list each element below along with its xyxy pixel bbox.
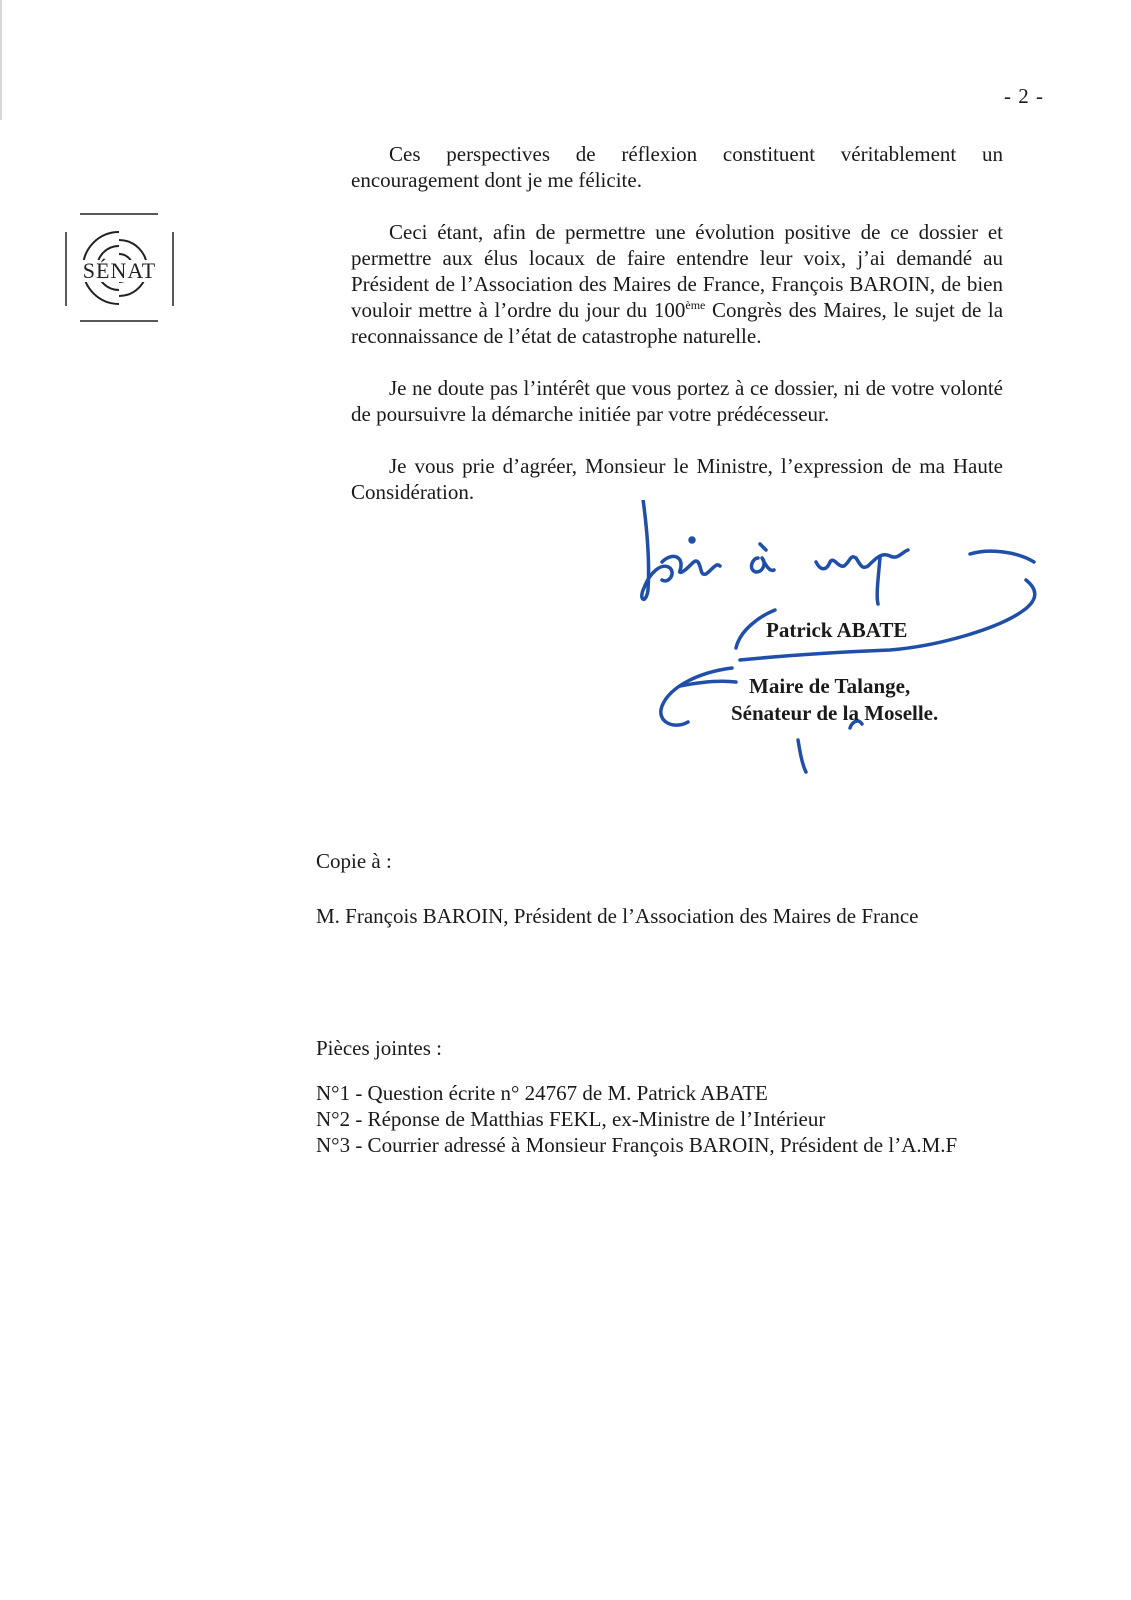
copy-label: Copie à : (316, 849, 392, 873)
page-number: - 2 - (1004, 84, 1044, 108)
handwritten-signature (640, 500, 1070, 790)
paragraph-text: Ceci étant, afin de permettre une évolution positive de ce dossier et permettre aux élus locaux de faire entendre leur voix, j’ai demandé au Président de l’Association des Maires de France, François BAROIN, de bien vouloir mettre à l’ordre du jour du (351, 220, 1003, 322)
paragraph: Je ne doute pas l’intérêt que vous portez à ce dossier, ni de votre volonté de poursuivre la démarche initiée par votre prédécesseur. (351, 376, 1003, 426)
scan-edge (0, 0, 2, 120)
congress-number: 100 (653, 298, 686, 322)
signatory-name: Patrick ABATE (766, 618, 908, 642)
paragraph (351, 219, 1003, 349)
senat-logo (62, 210, 177, 325)
attachments-list (316, 1080, 957, 1158)
paragraph-text: Congrès des Maires, le sujet de la reconnaissance de l’état de catastrophe naturelle. (351, 298, 1004, 348)
signatory-title: Sénateur de la Moselle. (731, 701, 939, 725)
ordinal-suffix: ème (685, 298, 706, 312)
copy-recipient: M. François BAROIN, Président de l’Association des Maires de France (316, 904, 919, 928)
attachment-item: N°1 - Question écrite n° 24767 de M. Patrick ABATE (316, 1081, 768, 1105)
svg-text:SÉNAT: SÉNAT (82, 258, 157, 283)
attachment-item: N°2 - Réponse de Matthias FEKL, ex-Ministre de l’Intérieur (316, 1107, 826, 1131)
paragraph: Je vous prie d’agréer, Monsieur le Ministre, l’expression de ma Haute Considération. (351, 454, 1003, 504)
attachment-item: N°3 - Courrier adressé à Monsieur François BAROIN, Président de l’A.M.F (316, 1133, 958, 1157)
paragraph: Ces perspectives de réflexion constituent véritablement un encouragement dont je me félicite. (351, 142, 1003, 192)
letter-body (351, 141, 1003, 531)
attachments-label: Pièces jointes : (316, 1036, 442, 1060)
signatory-title: Maire de Talange, (749, 674, 911, 698)
